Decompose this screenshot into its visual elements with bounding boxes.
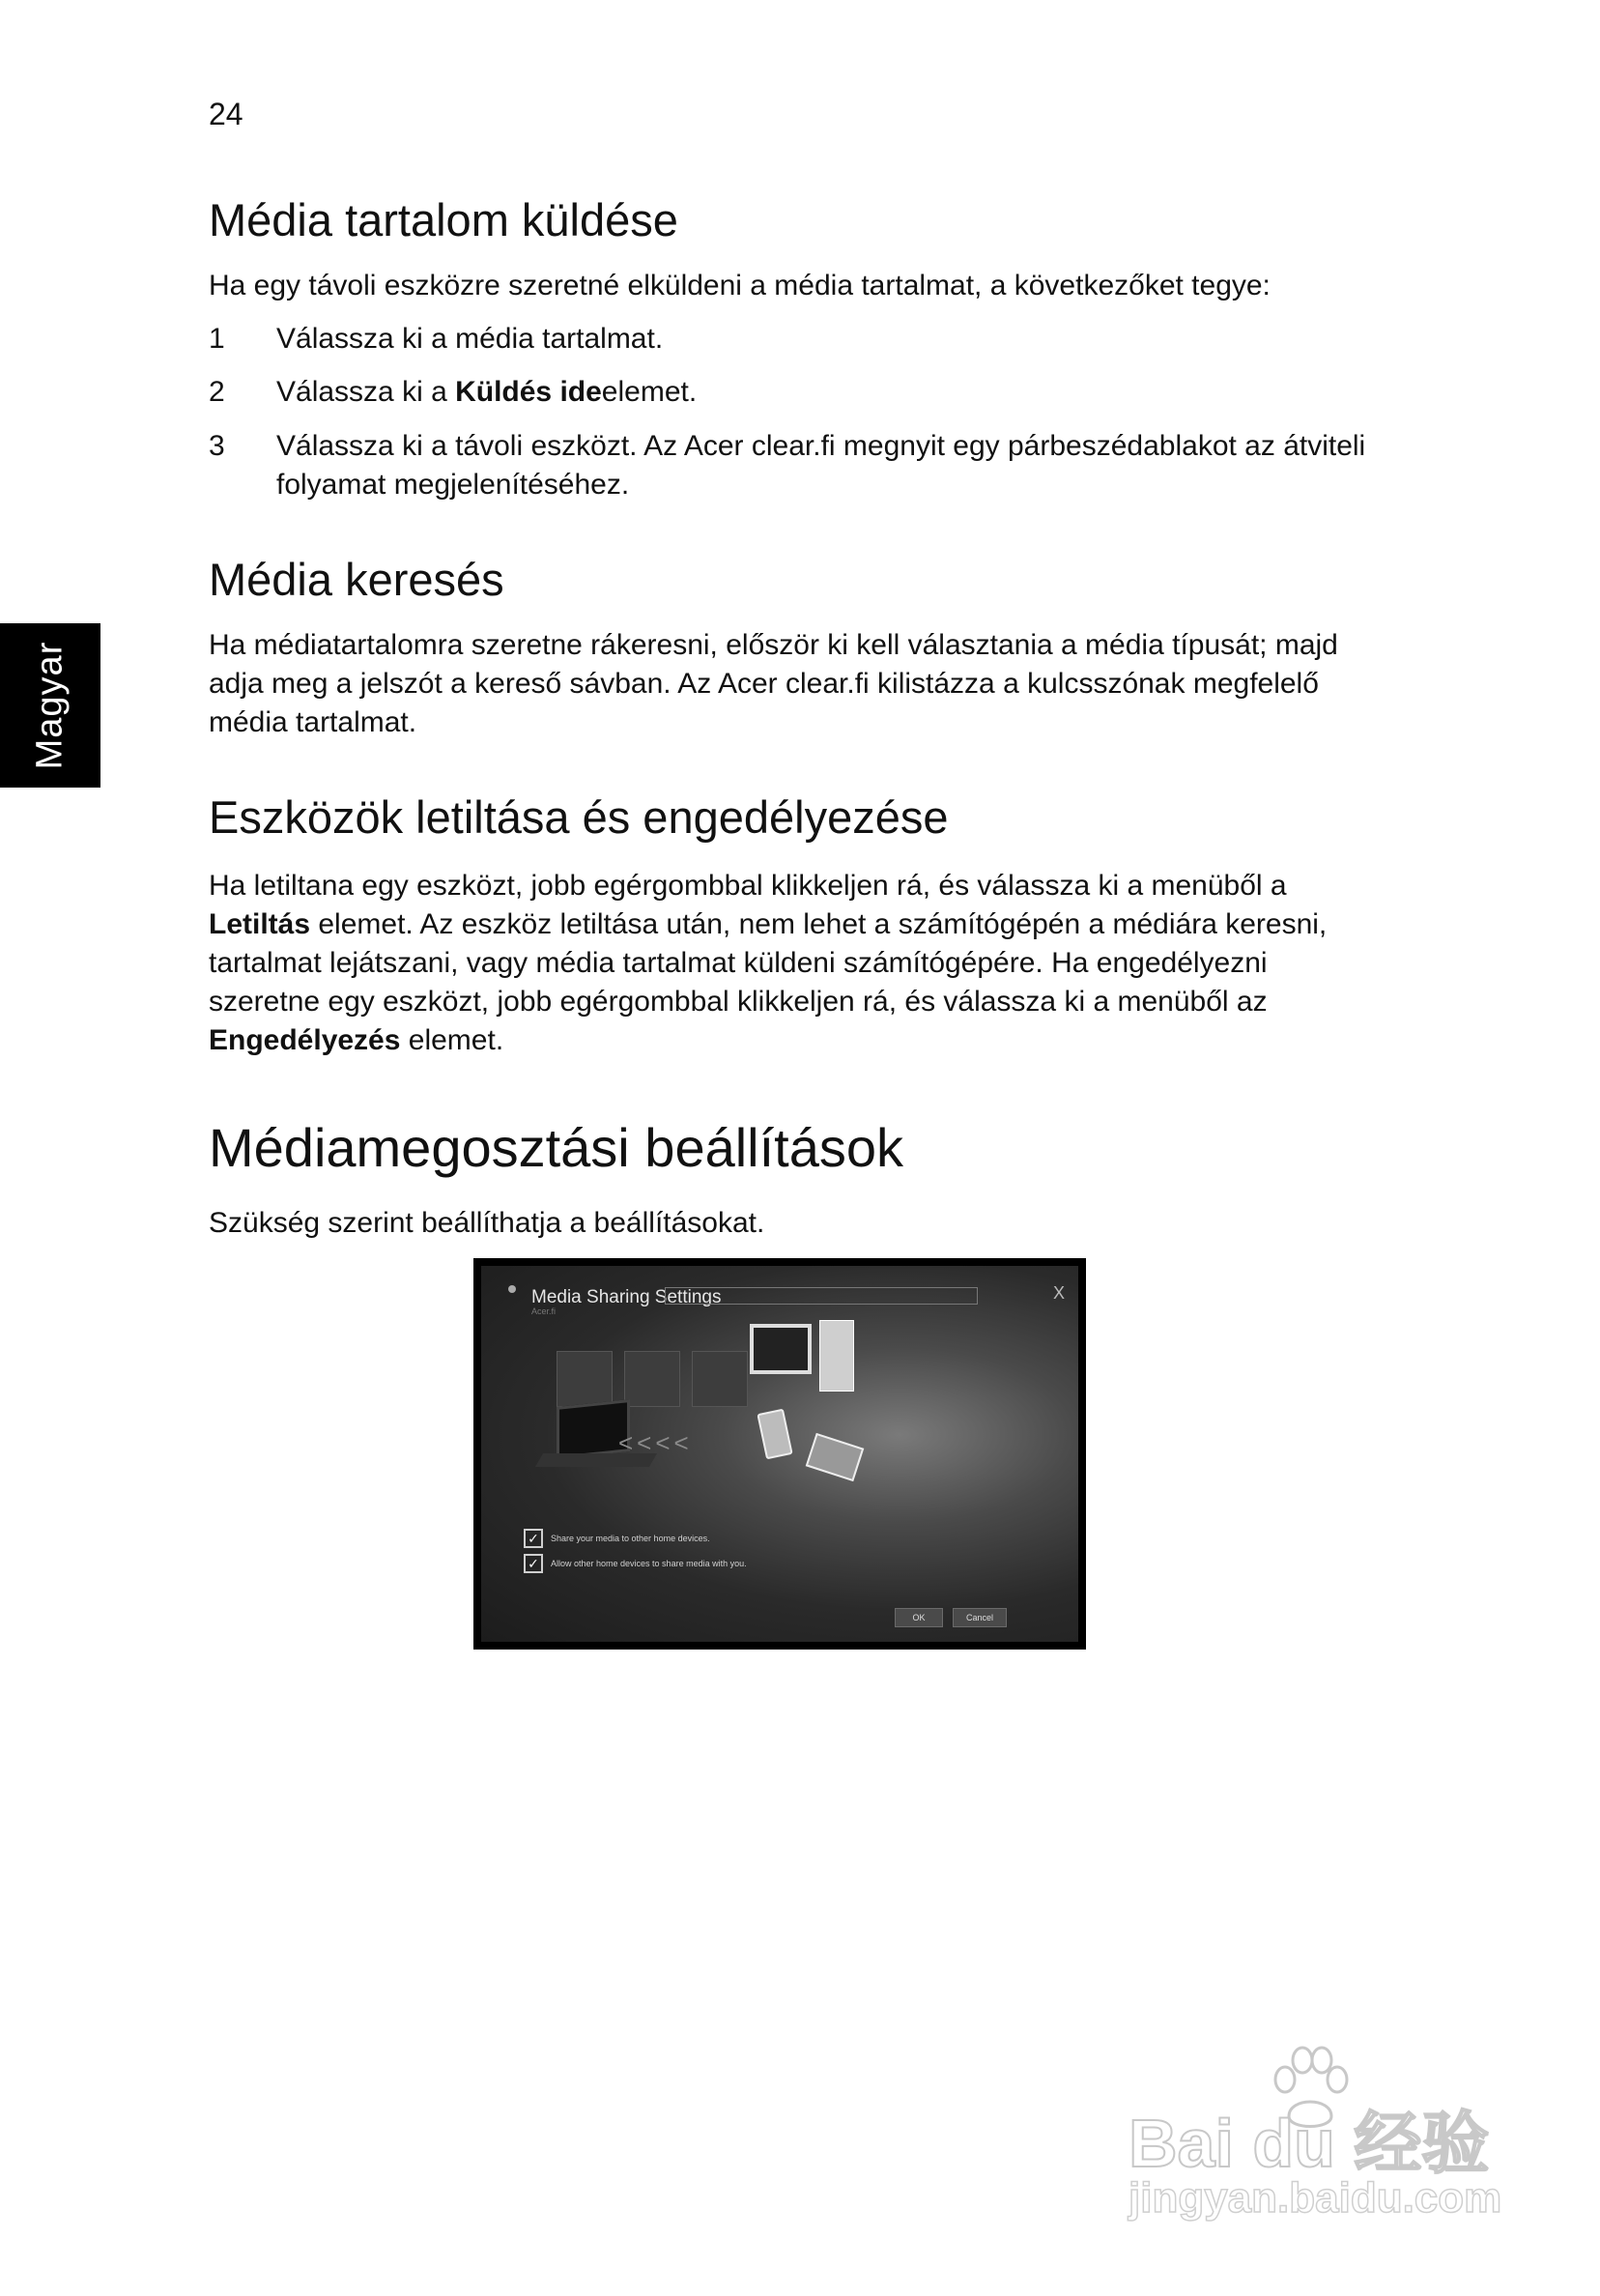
allow-devices-checkbox-row[interactable]	[524, 1554, 747, 1573]
step-3-text: Válassza ki a távoli eszközt. Az Acer clear.fi megnyit egy párbeszédablakot az átviteli folyamat megjelenítéséhez.	[276, 430, 1366, 501]
devices-bold-enable: Engedélyezés	[209, 1024, 401, 1056]
title-dot-icon	[508, 1285, 516, 1293]
devices-body-2: elemet. Az eszköz letiltása után, nem lehet a számítógépén a médiára keresni, tartalmat lejátszani, vagy média tartalmat küldeni számítógépére. Ha engedélyezni szeretne egy eszközt, jobb egérgombbal klikkeljen rá, és válassza ki a menüből az	[209, 908, 1328, 1018]
media-thumb-icon	[624, 1351, 680, 1407]
devices-bold-disable: Letiltás	[209, 908, 311, 940]
step-2-text	[276, 373, 1378, 412]
devices-body-3: elemet.	[400, 1024, 504, 1056]
transfer-arrows-icon: <<<<	[618, 1428, 693, 1457]
language-side-tab	[0, 623, 100, 788]
heading-media-search: Média keresés	[209, 554, 504, 605]
step-2-post: elemet.	[601, 376, 698, 408]
devices-body	[209, 867, 1378, 1060]
watermark-url: jingyan.baidu.com	[1129, 2174, 1502, 2222]
heading-device-toggle: Eszközök letiltása és engedélyezése	[209, 791, 949, 843]
step-2-number: 2	[209, 376, 225, 408]
search-body: Ha médiatartalomra szeretne rákeresni, először ki kell választania a média típusát; majd adja meg a jelszót a kereső sávban. Az Acer clear.fi kilistázza a kulcsszónak megfelelő média tartalmat.	[209, 629, 1338, 738]
desktop-tower-icon	[819, 1320, 854, 1392]
allow-devices-checkbox[interactable]: ✓	[524, 1554, 543, 1573]
step-2-pre: Válassza ki a	[276, 376, 456, 408]
side-tab-label: Magyar	[29, 641, 71, 770]
media-sharing-screenshot	[473, 1258, 1086, 1650]
devices-body-1: Ha letiltana egy eszközt, jobb egérgombbal klikkeljen rá, és válassza ki a menüből a	[209, 870, 1287, 902]
step-1-text: Válassza ki a média tartalmat.	[276, 323, 664, 355]
share-media-label: Share your media to other home devices.	[551, 1534, 710, 1543]
title-bar-line	[665, 1287, 978, 1305]
step-3-number: 3	[209, 430, 225, 462]
settings-body: Szükség szerint beállíthatja a beállításokat.	[209, 1207, 765, 1239]
step-1-number: 1	[209, 323, 225, 355]
all-in-one-pc-icon	[750, 1324, 812, 1374]
ok-button[interactable]: OK	[895, 1608, 943, 1627]
page-number: 24	[209, 97, 243, 131]
cancel-button[interactable]: Cancel	[953, 1608, 1007, 1627]
step-2-bold: Küldés ide	[455, 376, 602, 408]
send-intro: Ha egy távoli eszközre szeretné elküldeni a média tartalmat, a következőket tegye:	[209, 270, 1271, 301]
heading-sharing-settings: Médiamegosztási beállítások	[209, 1117, 904, 1178]
screenshot-window	[481, 1266, 1078, 1642]
screenshot-subtitle: Acer.fi	[531, 1306, 557, 1316]
phone-icon	[757, 1409, 792, 1460]
screenshot-window-title: Media Sharing Settings	[531, 1287, 722, 1307]
allow-devices-label: Allow other home devices to share media with you.	[551, 1559, 747, 1568]
media-thumb-icon	[692, 1351, 748, 1407]
media-thumb-icon	[557, 1351, 613, 1407]
share-media-checkbox-row[interactable]	[524, 1529, 710, 1548]
share-media-checkbox[interactable]: ✓	[524, 1529, 543, 1548]
watermark-brand: Bai du 经验	[1129, 2106, 1490, 2181]
netbook-icon	[806, 1433, 865, 1481]
heading-send-media: Média tartalom küldése	[209, 194, 678, 245]
close-icon[interactable]: X	[1052, 1283, 1065, 1303]
